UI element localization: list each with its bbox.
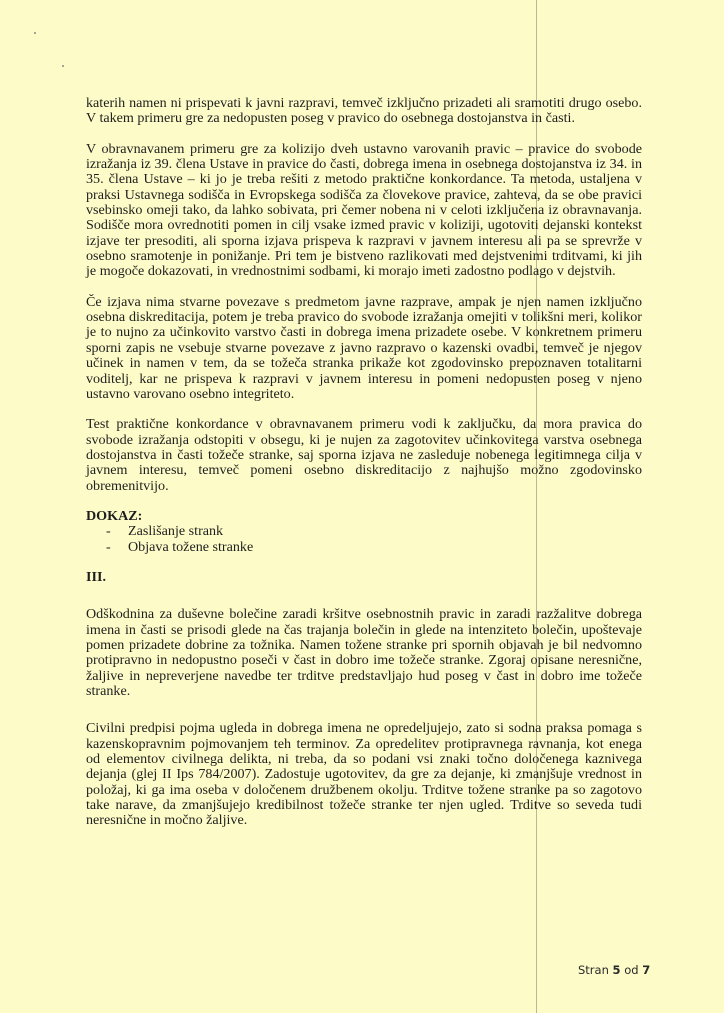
current-page: 5 xyxy=(612,963,621,977)
page-number-separator: od xyxy=(624,963,639,977)
total-pages: 7 xyxy=(642,963,651,977)
section-heading: III. xyxy=(86,568,106,585)
bullet-dash: - xyxy=(106,538,111,555)
paragraph: Test praktične konkordance v obravnavanem primeru vodi k zaključku, da mora pravica do svobode izražanja odstopiti v obsegu, ki je nujen za zagotovitev učinkovitega varstva osebnega dostojanstva in časti tožeče stranke, saj sporna izjava ne zasleduje nobenega legitimnega cilja v javnem interesu, temveč pomeni osebno diskreditacijo z najhujšo možno zgodovinsko obremenitvijo. xyxy=(86,416,642,494)
page-number xyxy=(578,963,650,977)
scan-speck xyxy=(62,65,64,67)
evidence-item xyxy=(106,540,642,555)
scan-speck xyxy=(34,32,36,34)
paragraph: katerih namen ni prispevati k javni razpravi, temveč izključno prizadeti ali sramotiti drugo osebo. V takem primeru gre za nedopusten poseg v pravico do osebnega dostojanstva in časti. xyxy=(86,95,642,127)
paragraph: V obravnavanem primeru gre za kolizijo dveh ustavno varovanih pravic – pravice do svobode izražanja iz 39. člena Ustave in pravice do časti, dobrega imena in osebnega dostojanstva iz 34. in 35. člena Ustave – ki jo je treba rešiti z metodo praktične konkordance. Ta metoda, ustaljena v praksi Ustavnega sodišča in Evropskega sodišča za človekove pravice, zahteva, da se obe pravici vsebinsko omeji tako, da lahko sobivata, pri čemer nobena ni v celoti izključena iz obravnavanja. Sodišče mora ovrednotiti pomen in cilj vsake izmed pravic v koliziji, ugotoviti dejanski kontekst izjave ter presoditi, ali sporna izjava prispeva k razpravi v javnem interesu ali pa se sprevrže v osebno sramotenje in ponižanje. Pri tem je bistveno razlikovati med dejstvenimi trditvami, ki jih je mogoče dokazovati, in vrednostnimi sodbami, ki morajo imeti zadostno podlago v dejstvih. xyxy=(86,140,642,280)
evidence-item xyxy=(106,524,642,539)
document-body xyxy=(86,96,642,829)
evidence-item-text: Objava tožene stranke xyxy=(128,538,254,555)
evidence-heading: DOKAZ: xyxy=(86,507,143,524)
evidence-list xyxy=(86,524,642,555)
paragraph: Civilni predpisi pojma ugleda in dobrega imena ne opredeljujejo, zato si sodna praksa pomaga s kazenskopravnim pojmovanjem teh terminov. Za opredelitev protipravnega ravnanja, kot enega od elementov civilnega delikta, ni treba, da so podani vsi znaki točno določenega kaznivega dejanja (glej II Ips 784/2007). Zadostuje ugotovitev, da gre za dejanje, ki zmanjšuje vrednost in položaj, ki ga ima oseba v določenem družbenem okolju. Trditve tožene stranke pa so zagotovo take narave, da zmanjšujejo kredibilnost tožeče stranke ter njen ugled. Trditve so seveda tudi neresnične in močno žaljive. xyxy=(86,720,642,829)
page-number-prefix: Stran xyxy=(578,963,609,977)
paragraph: Če izjava nima stvarne povezave s predmetom javne razprave, ampak je njen namen izključno osebna diskreditacija, potem je treba pravico do svobode izražanja omejiti v tolikšni meri, kolikor je to nujno za učinkovito varstvo časti in dobrega imena prizadete osebe. V konkretnem primeru sporni zapis ne vsebuje stvarne povezave z javno razpravo o kazenski ovadbi, temveč je njegov učinek in namen v tem, da se tožeča stranka prikaže kot zgodovinsko prepoznaven totalitarni voditelj, kar ne prispeva k razpravi v javnem interesu in pomeni nedopusten poseg v njeno ustavno varovano osebno integriteto. xyxy=(86,293,642,402)
paragraph: Odškodnina za duševne bolečine zaradi kršitve osebnostnih pravic in zaradi razžalitve dobrega imena in časti se prisodi glede na čas trajanja bolečin in glede na intenziteto bolečin, upoštevaje pomen prizadete dobrine za tožnika. Namen tožene stranke pri spornih objavah je bil nedvomno protipravno in nedopustno poseči v čast in dobro ime tožeče stranke. Zgoraj opisane neresnične, žaljive in nepreverjene navedbe ter trditve predstavljajo hud poseg v čast in dobro ime tožeče stranke. xyxy=(86,606,642,699)
bullet-dash: - xyxy=(106,523,111,540)
evidence-item-text: Zaslišanje strank xyxy=(128,523,224,540)
